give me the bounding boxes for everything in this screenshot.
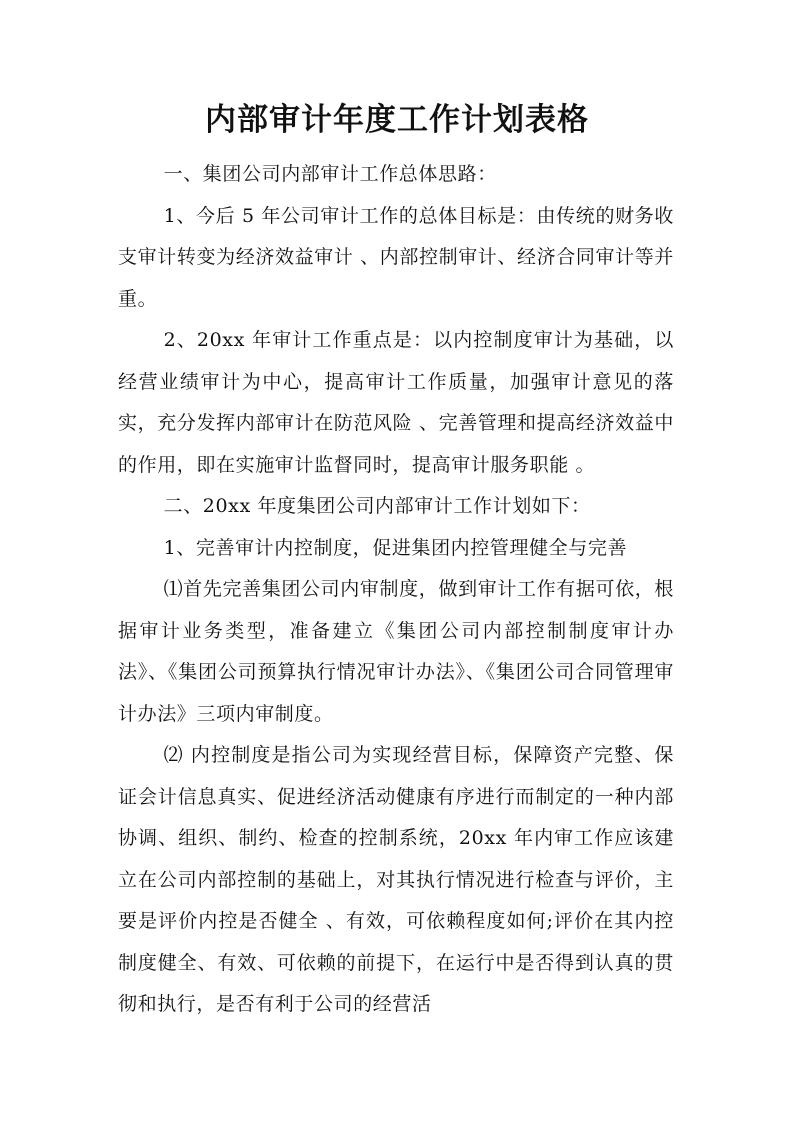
- paragraph-item-one-sub-two: ⑵ 内控制度是指公司为实现经营目标，保障资产完整、保证会计信息真实、促进经济活动健康有序进行而制定的一种内部协调、组织、制约、检查的控制系统，20xx 年内审工作应该建立在公司内部控制的基础上，对其执行情况进行检查与评价，主要是评价内控是否健全 、有效，可依赖程度如何;评价在其内控制度健全、有效、可依赖的前提下，在运行中是否得到认真的贯彻和执行，是否有利于公司的经营活: [118, 744, 674, 1015]
- paragraph-section-one-heading: 一、集团公司内部审计工作总体思路：: [163, 163, 497, 185]
- paragraph-section-two-heading: 二、20xx 年度集团公司内部审计工作计划如下：: [163, 495, 591, 517]
- paragraph-item-one-heading: 1、完善审计内控制度，促进集团内控管理健全与完善: [163, 536, 628, 559]
- paragraph-annual-focus: 2、20xx 年审计工作重点是：以内控制度审计为基础，以经营业绩审计为中心，提高审计工作质量，加强审计意见的落实，充分发挥内部审计在防范风险 、完善管理和提高经济效益中的作用，即在实施审计监督同时，提高审计服务职能 。: [118, 329, 674, 476]
- paragraph-item-one-sub-one: ⑴首先完善集团公司内审制度，做到审计工作有据可依，根据审计业务类型，准备建立《集团公司内部控制制度审计办法》、《集团公司预算执行情况审计办法》、《集团公司合同管理审计办法》三项内审制度。: [118, 578, 674, 725]
- paragraph-overall-goal: 1、今后 5 年公司审计工作的总体目标是：由传统的财务收支审计转变为经济效益审计 、内部控制审计、经济合同审计等并重。: [118, 204, 674, 310]
- document-title: 内部审计年度工作计划表格: [205, 102, 589, 138]
- document-body: [118, 154, 674, 1026]
